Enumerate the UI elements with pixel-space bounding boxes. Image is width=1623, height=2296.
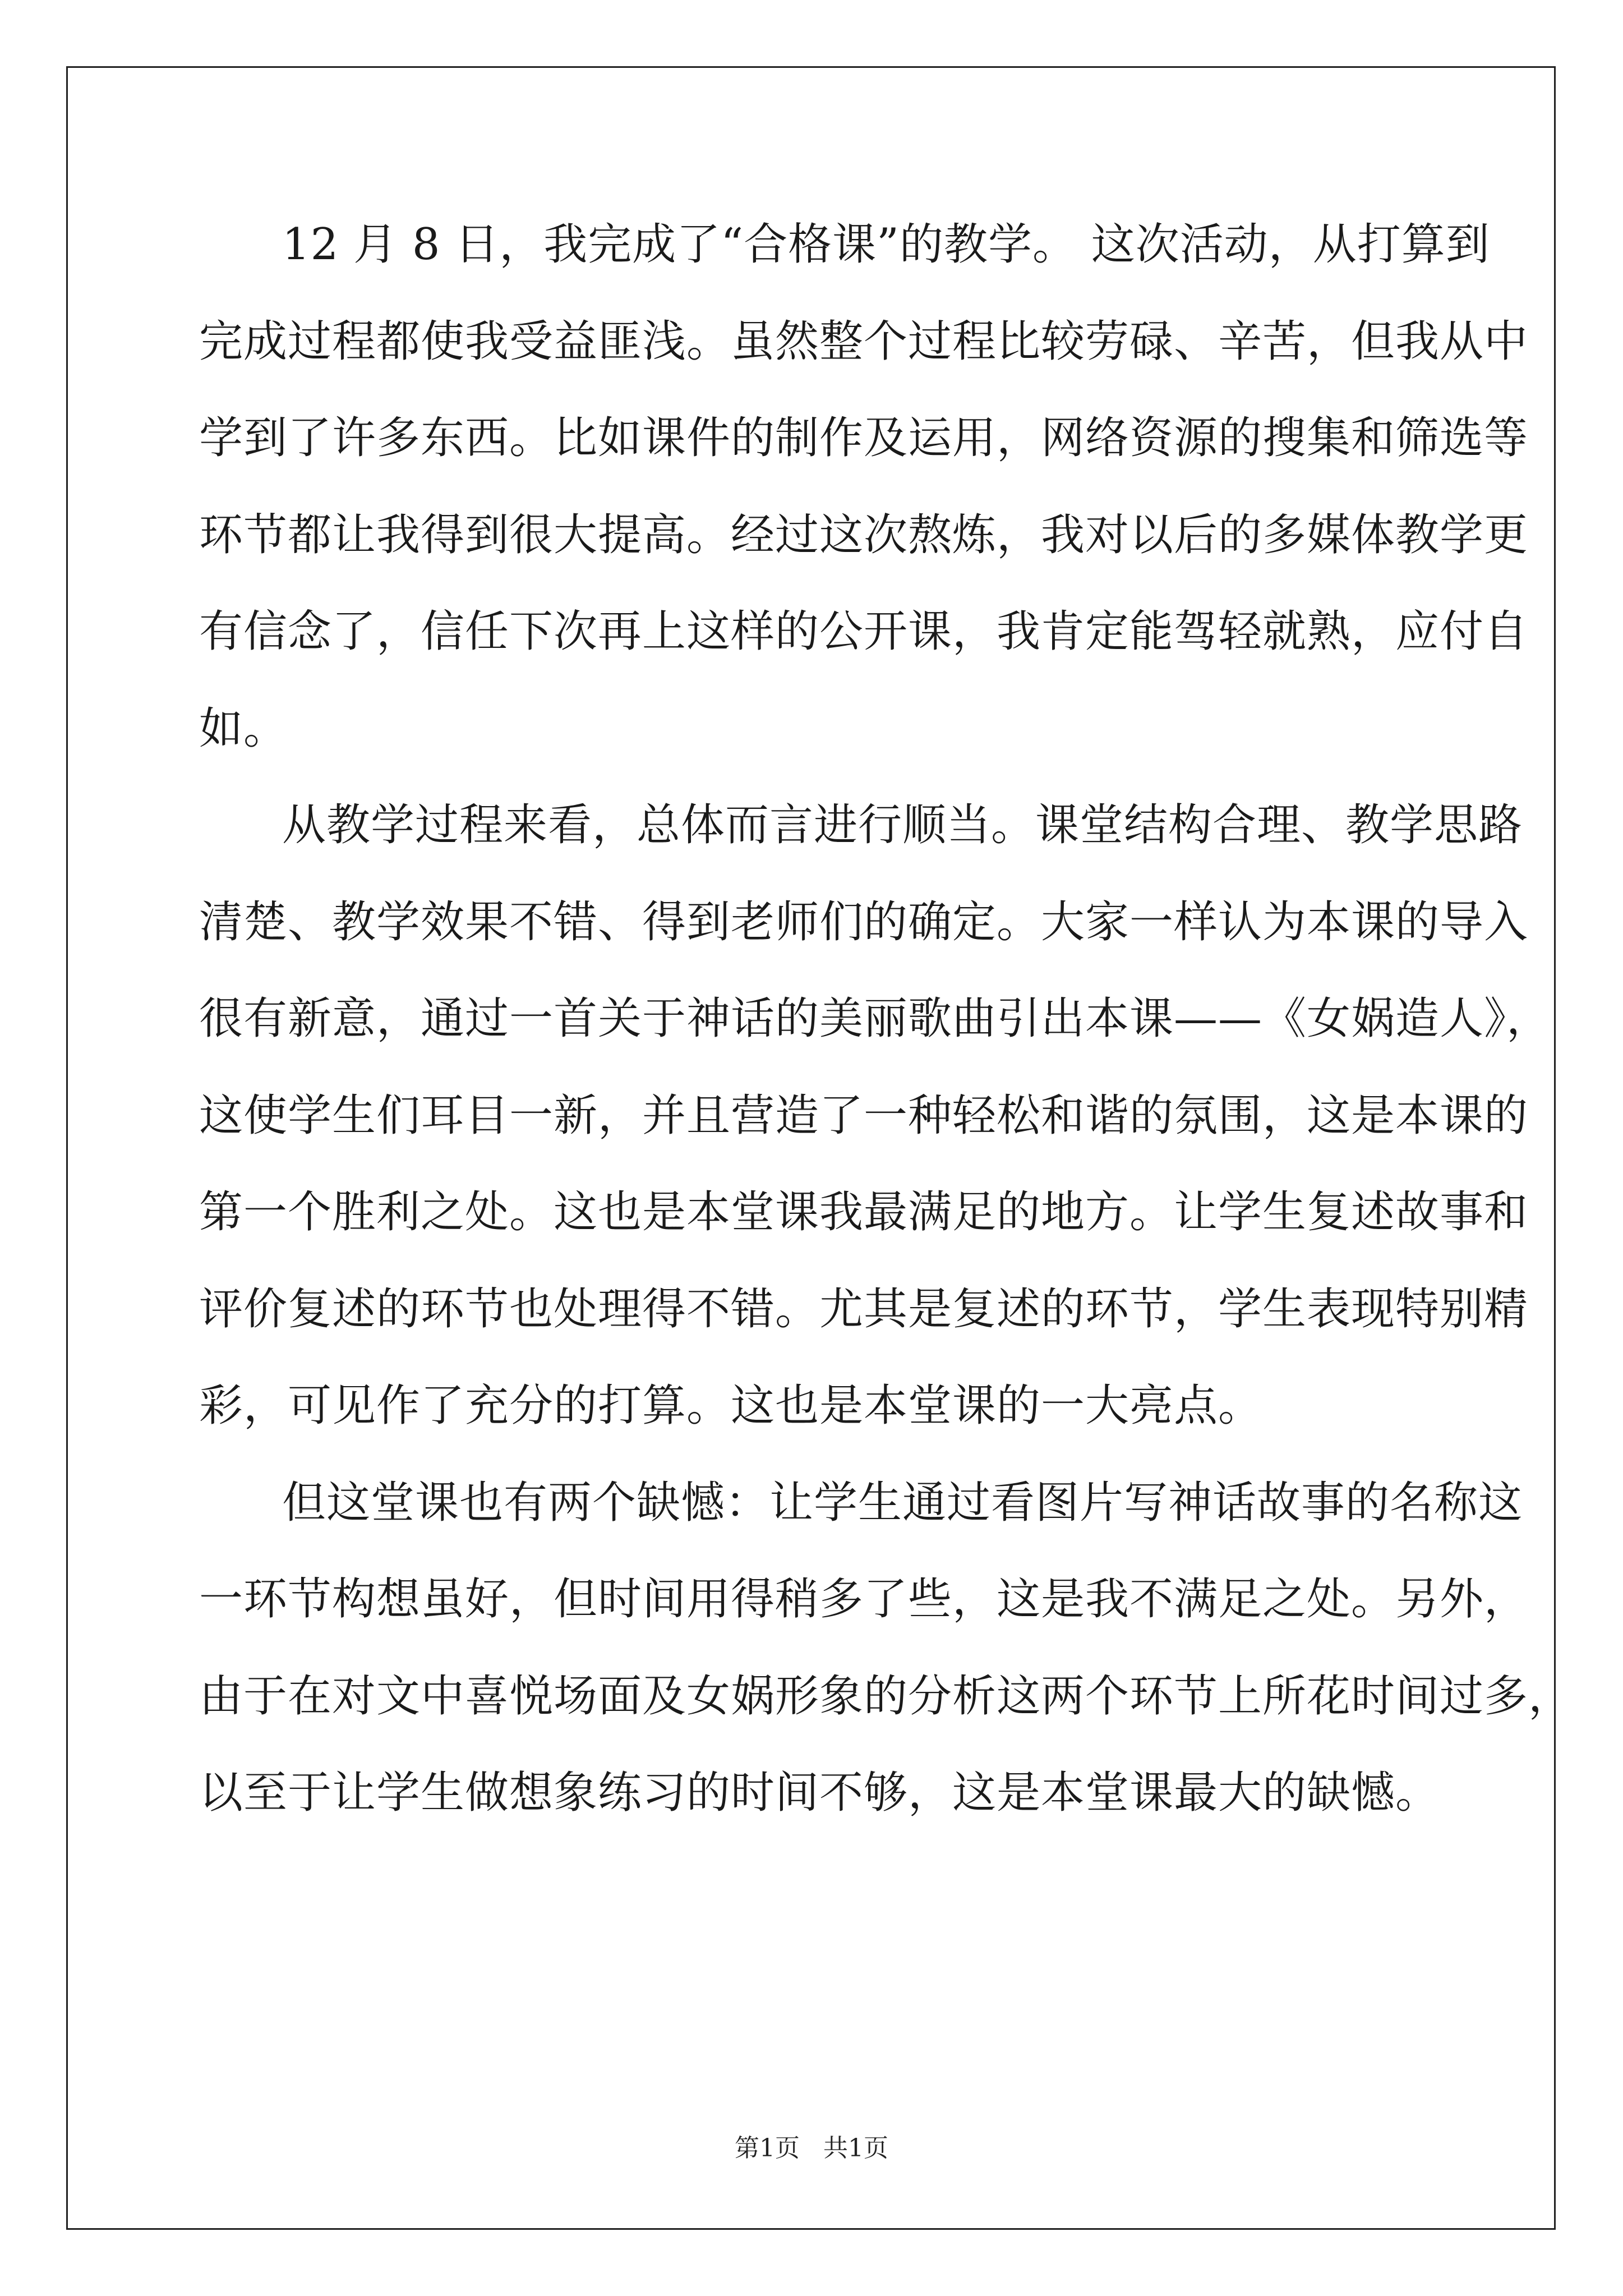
paragraph-2-line-3: 很有新意，通过一首关于神话的美丽歌曲引出本课——《女娲造人》， — [199, 993, 1551, 1044]
paragraph-1-line-6: 如。 — [199, 703, 288, 754]
paragraph-2-line-4: 这使学生们耳目一新，并且营造了一种轻松和谐的氛围，这是本课的 — [199, 1090, 1529, 1141]
paragraph-1-line-2: 完成过程都使我受益匪浅。虽然整个过程比较劳碌、辛苦，但我从中 — [199, 316, 1529, 367]
paragraph-2-line-5: 第一个胜利之处。这也是本堂课我最满足的地方。让学生复述故事和 — [199, 1187, 1529, 1237]
paragraph-1-line-4: 环节都让我得到很大提高。经过这次熬炼，我对以后的多媒体教学更 — [199, 509, 1529, 560]
paragraph-2-line-6: 评价复述的环节也处理得不错。尤其是复述的环节，学生表现特别精 — [199, 1283, 1529, 1335]
paragraph-1-line-5: 有信念了，信任下次再上这样的公开课，我肯定能驾轻就熟，应付自 — [199, 606, 1529, 657]
page-number-footer: 第1页 共1页 — [735, 2134, 888, 2162]
paragraph-1-line-1: 12 月 8 日，我完成了“合格课”的教学。 这次活动，从打算到 — [282, 219, 1490, 270]
paragraph-3-line-1: 但这堂课也有两个缺憾：让学生通过看图片写神话故事的名称这 — [282, 1477, 1523, 1528]
paragraph-2-line-1: 从教学过程来看，总体而言进行顺当。课堂结构合理、教学思路 — [282, 800, 1523, 850]
paragraph-3-line-2: 一环节构想虽好，但时间用得稍多了些，这是我不满足之处。另外， — [199, 1574, 1529, 1625]
paragraph-3-line-3: 由于在对文中喜悦场面及女娲形象的分析这两个环节上所花时间过多， — [199, 1671, 1573, 1722]
document-body — [199, 196, 1573, 1842]
paragraph-2-line-2: 清楚、教学效果不错、得到老师们的确定。大家一样认为本课的导入 — [199, 896, 1529, 947]
paragraph-3-line-4: 以至于让学生做想象练习的时间不够，这是本堂课最大的缺憾。 — [199, 1768, 1440, 1818]
paragraph-2-line-7: 彩，可见作了充分的打算。这也是本堂课的一大亮点。 — [199, 1381, 1263, 1431]
paragraph-1-line-3: 学到了许多东西。比如课件的制作及运用，网络资源的搜集和筛选等 — [199, 413, 1529, 463]
